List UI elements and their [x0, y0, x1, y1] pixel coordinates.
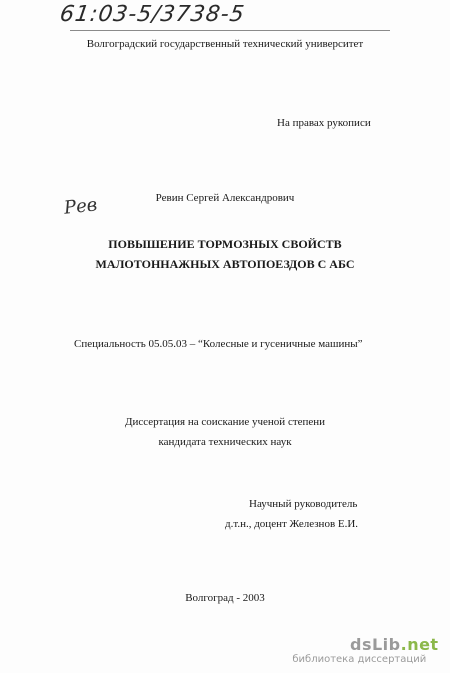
title-line-1: ПОВЫШЕНИЕ ТОРМОЗНЫХ СВОЙСТВ — [108, 237, 342, 251]
watermark-logo — [350, 636, 439, 654]
university-name: Волгоградский государственный технический университет — [86, 38, 364, 50]
specialty-line: Специальность 05.05.03 – “Колесные и гусеничные машины” — [74, 338, 363, 350]
dissertation-degree — [0, 412, 450, 452]
degree-line-2: кандидата технических наук — [158, 436, 292, 448]
watermark-brand-main: dsLib — [350, 635, 401, 654]
supervisor-label: Научный руководитель — [249, 498, 358, 510]
dissertation-title — [0, 234, 450, 274]
author-name: Ревин Сергей Александрович — [155, 192, 295, 204]
degree-line-1: Диссертация на соискание ученой степени — [124, 416, 326, 428]
supervisor-name: д.т.н., доцент Железнов Е.И. — [225, 518, 359, 530]
scientific-supervisor — [225, 494, 358, 534]
header-divider — [70, 30, 390, 31]
dslib-watermark — [292, 635, 439, 666]
city-and-year: Волгоград - 2003 — [185, 592, 265, 604]
handwritten-catalog-code: 61:03-5/3738-5 — [58, 2, 247, 27]
title-line-2: МАЛОТОННАЖНЫХ АВТОПОЕЗДОВ С АБС — [95, 257, 355, 271]
manuscript-rights-note: На правах рукописи — [277, 117, 371, 129]
author-signature: Рев — [62, 194, 99, 219]
watermark-brand-suffix: .net — [400, 635, 439, 654]
watermark-tagline: библиотека диссертаций — [292, 654, 427, 665]
